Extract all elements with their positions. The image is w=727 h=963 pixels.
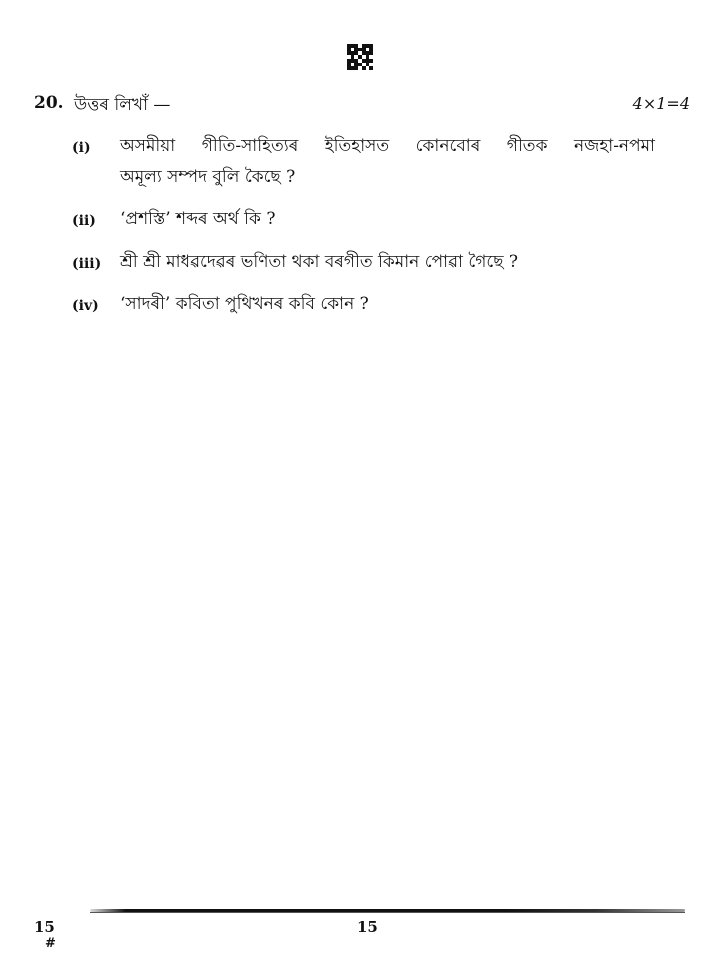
item-label-i: (i) <box>72 140 91 156</box>
question-number: 20. <box>34 93 64 113</box>
item-text-ii: ‘প্ৰশস্তি’ শব্দৰ অৰ্থ কি ? <box>120 209 276 229</box>
item-label-ii: (ii) <box>72 213 96 229</box>
marks-allocation: 4×1=4 <box>632 94 690 113</box>
footer-symbol: # <box>45 936 56 951</box>
question-heading: উত্তৰ লিখাঁ — <box>74 95 171 115</box>
footer-rule-thin <box>90 912 685 913</box>
qr-code-icon <box>347 44 373 70</box>
item-text-iii: শ্ৰী শ্ৰী মাধৱদেৱৰ ভণিতা থকা বৰগীত কিমান পোৱা গৈছে ? <box>120 252 519 272</box>
item-label-iv: (iv) <box>72 298 99 314</box>
item-text-i-line1: অসমীয়া গীতি-সাহিত্যৰ ইতিহাসত কোনবোৰ গীতক নজহা-নপমা <box>120 136 655 156</box>
item-text-i-line2: অমূল্য সম্পদ বুলি কৈছে ? <box>120 167 296 187</box>
item-text-iv: ‘সাদৰী’ কবিতা পুথিখনৰ কবি কোন ? <box>120 294 369 314</box>
item-label-iii: (iii) <box>72 256 102 272</box>
page-number-center: 15 <box>357 918 378 936</box>
page-number-left: 15 <box>34 918 55 936</box>
